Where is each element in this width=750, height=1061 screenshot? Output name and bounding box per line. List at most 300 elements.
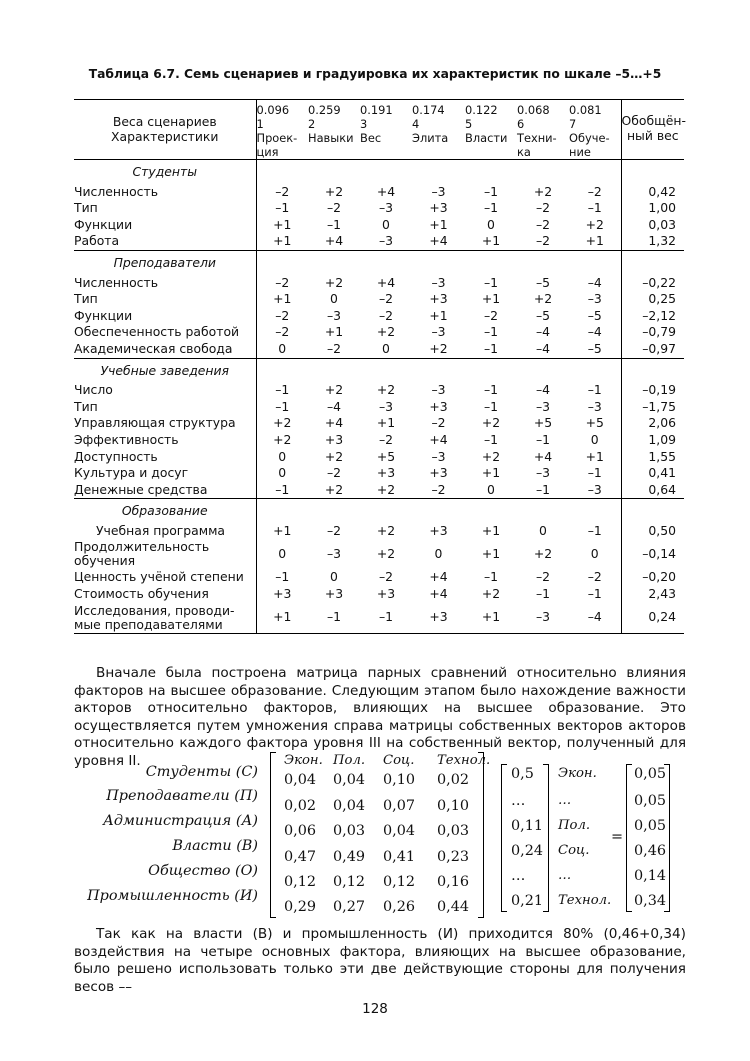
score-cell: +1 [481, 609, 501, 625]
weighted-cell: 1,09 [621, 432, 684, 449]
result-cell: 0,05 [634, 818, 667, 834]
scenario-name-cont: ка [517, 145, 531, 159]
section-header-row [74, 250, 684, 274]
score-cell: +3 [376, 465, 396, 481]
score-cell: +2 [376, 324, 396, 340]
empty-cell [621, 358, 684, 382]
vector-cell: … [511, 793, 526, 809]
scenario-header [517, 100, 569, 160]
score-cell: +2 [533, 183, 553, 199]
empty-cell [569, 250, 621, 274]
weighted-cell: 0,50 [621, 523, 684, 540]
vector-cell: 0,5 [511, 766, 534, 782]
section-header-row [74, 499, 684, 523]
row-label: Тип [74, 200, 98, 216]
score-cell: +1 [376, 415, 396, 431]
score-cell: +3 [429, 200, 448, 216]
table-row [74, 569, 684, 586]
score-cell: –1 [483, 431, 499, 447]
score-cell: +1 [256, 603, 308, 634]
empty-cell [256, 499, 308, 523]
score-cell: +3 [376, 586, 396, 602]
empty-cell [465, 499, 517, 523]
score-cell: +4 [324, 233, 344, 249]
score-cell: –1 [483, 200, 499, 216]
score-cell: +2 [533, 546, 553, 562]
row-label: Работа [74, 233, 120, 249]
score-cell: +1 [256, 291, 308, 308]
matrix-row-label: Промышленность (И) [87, 888, 258, 904]
row-label: Продолжительность обучения [74, 539, 210, 569]
weighted-cell: 2,06 [621, 415, 684, 432]
score-cell: +2 [481, 586, 501, 602]
score-cell: +3 [429, 609, 448, 625]
row-label: Число [74, 382, 113, 398]
empty-cell [465, 250, 517, 274]
score-cell: +1 [481, 546, 501, 562]
scenario-name-cont: ние [569, 145, 591, 159]
score-cell: +1 [429, 307, 448, 323]
score-cell: –1 [483, 340, 499, 356]
scenario-number: 5 [465, 117, 473, 131]
matrix-cell: 0,16 [437, 874, 470, 890]
row-label: Тип [74, 291, 98, 307]
score-cell: –1 [326, 216, 342, 232]
section-header-row [74, 358, 684, 382]
matrix-cell: 0,44 [437, 899, 470, 915]
weighted-cell: –0,79 [621, 324, 684, 341]
scenario-header [256, 100, 308, 160]
score-cell: –1 [483, 274, 499, 290]
score-cell: –3 [378, 233, 394, 249]
matrix-cell: 0,04 [333, 772, 366, 788]
score-cell: +5 [585, 415, 604, 431]
score-cell: +4 [376, 274, 396, 290]
score-cell: +1 [324, 324, 344, 340]
score-cell: –5 [535, 274, 551, 290]
score-cell: +4 [533, 448, 553, 464]
empty-cell [412, 358, 465, 382]
table-row [74, 465, 684, 482]
score-cell: –3 [431, 448, 446, 464]
section-header-row [74, 160, 684, 184]
header-characteristics-label: Характеристики [111, 129, 219, 144]
row-label: Культура и досуг [74, 465, 189, 481]
row-label: Управляющая структура [74, 415, 236, 431]
matrix-cell: 0,12 [383, 874, 416, 890]
score-cell: 0 [256, 539, 308, 569]
table-row [74, 184, 684, 201]
score-cell: +4 [376, 183, 396, 199]
empty-cell [517, 250, 569, 274]
score-cell: –1 [587, 465, 602, 481]
score-cell: 0 [256, 449, 308, 466]
scenario-header [465, 100, 517, 160]
score-cell: –2 [535, 569, 551, 585]
scenario-weight: 0.174 [412, 103, 445, 117]
score-cell: –2 [256, 184, 308, 201]
score-cell: –1 [256, 382, 308, 399]
score-cell: –3 [431, 183, 446, 199]
empty-cell [569, 160, 621, 184]
matrix-cell: 0,03 [333, 823, 366, 839]
score-cell: +2 [324, 481, 344, 497]
score-cell: –2 [483, 307, 499, 323]
table-row [74, 341, 684, 358]
empty-cell [465, 358, 517, 382]
matrix-cell: 0,26 [383, 899, 416, 915]
score-cell: +1 [481, 465, 501, 481]
scenario-weight: 0.122 [465, 103, 498, 117]
score-cell: –2 [535, 200, 551, 216]
score-cell: –1 [256, 200, 308, 217]
score-cell: +2 [376, 481, 396, 497]
score-cell: +3 [324, 431, 344, 447]
score-cell: +5 [533, 415, 553, 431]
header-weighted-line2: ный вес [626, 128, 679, 143]
score-cell: 0 [330, 569, 338, 585]
empty-cell [360, 160, 412, 184]
score-cell: 0 [487, 216, 495, 232]
score-cell: –2 [326, 465, 342, 481]
scenario-number: 4 [412, 117, 420, 131]
scenario-number: 7 [569, 117, 577, 131]
scenario-name: Вес [360, 131, 382, 145]
score-cell: +1 [585, 448, 604, 464]
score-cell: +2 [533, 291, 553, 307]
matrix-cell: 0,12 [284, 874, 317, 890]
table-caption: Таблица 6.7. Семь сценариев и градуировка их характеристик по шкале –5…+5 [88, 67, 662, 81]
empty-cell [308, 499, 360, 523]
scenario-number: 6 [517, 117, 525, 131]
matrix-cell: 0,04 [333, 798, 366, 814]
score-cell: –3 [378, 398, 394, 414]
score-cell: +2 [324, 183, 344, 199]
score-cell: –4 [587, 274, 602, 290]
matrix-column-header: Соц. [383, 753, 415, 768]
table-row [74, 291, 684, 308]
header-weights-label: Веса сценариев [112, 114, 217, 129]
table-row [74, 539, 684, 569]
score-cell: –3 [587, 398, 602, 414]
score-cell: +2 [376, 546, 396, 562]
score-cell: 0 [330, 291, 338, 307]
score-cell: –2 [587, 569, 602, 585]
score-cell: +4 [429, 431, 448, 447]
scenario-name: Обуче- [569, 131, 610, 145]
weighted-cell: 0,64 [621, 482, 684, 499]
header-weighted-cell [621, 100, 684, 160]
matrix-row-label: Студенты (С) [145, 764, 258, 780]
score-cell: –3 [587, 481, 602, 497]
vector-label: Соц. [558, 843, 590, 858]
score-cell: 0 [590, 431, 599, 447]
vector-cell: … [511, 868, 526, 884]
vector-label: Экон. [558, 766, 597, 781]
empty-cell [621, 160, 684, 184]
matrix-right-bracket [478, 752, 484, 918]
matrix-cell: 0,12 [333, 874, 366, 890]
score-cell: –5 [535, 307, 551, 323]
matrix-row-label: Преподаватели (П) [106, 788, 258, 804]
score-cell: –2 [256, 324, 308, 341]
table-row [74, 324, 684, 341]
matrix-column-header: Экон. [284, 753, 323, 768]
score-cell: +3 [429, 465, 448, 481]
weighted-cell: 1,00 [621, 200, 684, 217]
empty-cell [412, 250, 465, 274]
weighted-cell: 0,42 [621, 184, 684, 201]
table-row [74, 233, 684, 250]
paragraph-matrix-intro: Вначале была построена матрица парных сравнений относительно влияния факторов на высшее образование. Следующим этапом было нахождение важности акторов относительно факторов, влияющих на высшее образование. Это осуществляется путем умножения справа матрицы собственных векторов акторов относительно каждого фактора уровня III на собственный вектор, полученный для уровня II. [74, 665, 686, 769]
score-cell: +2 [256, 415, 308, 432]
matrix-cell: 0,10 [437, 798, 470, 814]
score-cell: 0 [256, 465, 308, 482]
empty-cell [360, 358, 412, 382]
score-cell: –2 [378, 569, 394, 585]
table-row [74, 432, 684, 449]
empty-cell [360, 499, 412, 523]
score-cell: +1 [256, 217, 308, 234]
score-cell: –1 [483, 569, 499, 585]
score-cell: –2 [378, 307, 394, 323]
matrix-equation [0, 750, 750, 922]
matrix-left-bracket [270, 752, 276, 918]
score-cell: 0 [434, 546, 443, 562]
empty-cell [412, 160, 465, 184]
matrix-cell: 0,02 [284, 798, 317, 814]
row-label: Ценность учёной степени [74, 569, 244, 585]
matrix-cell: 0,23 [437, 849, 470, 865]
row-label: Исследования, проводи-мые преподавателями [74, 602, 235, 632]
matrix-row-label: Администрация (А) [102, 813, 258, 829]
table-row [74, 382, 684, 399]
score-cell: +2 [324, 274, 344, 290]
empty-cell [308, 250, 360, 274]
score-cell: –2 [326, 522, 342, 538]
score-cell: –1 [326, 609, 342, 625]
vector-cell: 0,21 [511, 893, 544, 909]
section-title: Студенты [132, 164, 197, 179]
score-cell: +1 [481, 291, 501, 307]
empty-cell [256, 160, 308, 184]
scenario-name-cont: ция [256, 145, 279, 159]
header-left-cell [74, 100, 256, 160]
row-label: Функции [74, 307, 133, 323]
header-weighted-line1: Обобщён- [621, 113, 686, 128]
table-header-row [74, 100, 684, 160]
weighted-cell: 0,41 [621, 465, 684, 482]
score-cell: –1 [483, 398, 499, 414]
score-cell: –3 [587, 291, 602, 307]
score-cell: +2 [429, 340, 448, 356]
score-cell: –3 [535, 398, 551, 414]
empty-cell [465, 160, 517, 184]
score-cell: –1 [483, 324, 499, 340]
table-row [74, 482, 684, 499]
row-label: Численность [74, 183, 159, 199]
matrix-cell: 0,07 [383, 798, 416, 814]
scenario-header [412, 100, 465, 160]
score-cell: +1 [429, 216, 448, 232]
scenario-weight: 0.068 [517, 103, 550, 117]
score-cell: +4 [429, 569, 448, 585]
matrix-cell: 0,49 [333, 849, 366, 865]
matrix-row-label: Общество (О) [148, 863, 258, 879]
score-cell: –1 [256, 399, 308, 416]
score-cell: +2 [376, 522, 396, 538]
table-row [74, 399, 684, 416]
scenario-weight: 0.081 [569, 103, 602, 117]
score-cell: +1 [481, 233, 501, 249]
score-cell: –3 [535, 609, 551, 625]
score-cell: –3 [431, 382, 446, 398]
row-label: Денежные средства [74, 481, 208, 497]
score-cell: –1 [587, 382, 602, 398]
vector-label: … [558, 868, 572, 883]
score-cell: +3 [324, 586, 344, 602]
matrix-column-header: Пол. [333, 753, 366, 768]
weighted-cell: –1,75 [621, 399, 684, 416]
score-cell: –2 [256, 275, 308, 292]
score-cell: +1 [256, 523, 308, 540]
score-cell: –5 [587, 340, 602, 356]
score-cell: +4 [429, 586, 448, 602]
score-cell: –2 [326, 200, 342, 216]
result-cell: 0,34 [634, 893, 667, 909]
score-cell: +3 [256, 586, 308, 603]
score-cell: +3 [429, 522, 448, 538]
vector-cell: 0,24 [511, 843, 544, 859]
score-cell: –3 [378, 200, 394, 216]
row-label: Численность [74, 274, 159, 290]
section-title: Учебные заведения [100, 362, 229, 378]
score-cell: +1 [481, 522, 501, 538]
scenario-name: Техни- [517, 131, 557, 145]
page-number: 128 [362, 1001, 388, 1017]
score-cell: –4 [587, 324, 602, 340]
table-row [74, 415, 684, 432]
score-cell: 0 [487, 481, 495, 497]
scenario-name: Власти [465, 131, 508, 145]
paragraph-conclusion: Так как на власти (В) и промышленность (И) приходится 80% (0,46+0,34) воздействия на четыре основных фактора, влияющих на высшее образование, было решено использовать только эти две действующие стороны для получения весов –– [74, 926, 686, 995]
score-cell: –3 [431, 274, 446, 290]
scenario-table [74, 99, 684, 634]
vector-label: Пол. [558, 818, 591, 833]
score-cell: –2 [431, 481, 446, 497]
result-cell: 0,46 [634, 843, 667, 859]
scenario-number: 2 [308, 117, 316, 131]
empty-cell [621, 499, 684, 523]
score-cell: +1 [256, 233, 308, 250]
vector-label: … [558, 793, 572, 808]
score-cell: +2 [481, 448, 501, 464]
row-label: Академическая свобода [74, 340, 233, 356]
table-row [74, 449, 684, 466]
score-cell: –3 [431, 324, 446, 340]
score-cell: –1 [483, 382, 499, 398]
score-cell: –2 [431, 415, 446, 431]
row-label: Обеспеченность работой [74, 324, 240, 340]
score-cell: –1 [256, 482, 308, 499]
score-cell: –1 [587, 522, 602, 538]
scenario-weight: 0.259 [308, 103, 341, 117]
matrix-cell: 0,06 [284, 823, 317, 839]
score-cell: –4 [535, 324, 551, 340]
result-cell: 0,05 [634, 766, 667, 782]
score-cell: +2 [324, 382, 344, 398]
table-row [74, 308, 684, 325]
score-cell: –1 [535, 431, 551, 447]
row-label: Тип [74, 398, 98, 414]
table-row [74, 217, 684, 234]
weighted-cell: –0,14 [621, 539, 684, 569]
scenario-name: Проек- [256, 131, 298, 145]
row-label: Стоимость обучения [74, 586, 209, 602]
score-cell: –4 [535, 340, 551, 356]
matrix-cell: 0,04 [284, 772, 317, 788]
score-cell: –2 [535, 233, 551, 249]
result-right-bracket [664, 764, 670, 912]
result-cell: 0,05 [634, 793, 667, 809]
weighted-cell: –0,20 [621, 569, 684, 586]
score-cell: +2 [585, 216, 604, 232]
empty-cell [517, 160, 569, 184]
score-cell: 0 [539, 522, 547, 538]
scenario-number: 1 [256, 117, 264, 131]
score-cell: –1 [378, 609, 394, 625]
weighted-cell: –0,22 [621, 275, 684, 292]
score-cell: –3 [326, 546, 342, 562]
score-cell: –1 [535, 481, 551, 497]
score-cell: 0 [382, 340, 390, 356]
weighted-cell: 0,25 [621, 291, 684, 308]
empty-cell [256, 250, 308, 274]
score-cell: –4 [326, 398, 342, 414]
score-cell: +2 [481, 415, 501, 431]
table-row [74, 275, 684, 292]
matrix-cell: 0,29 [284, 899, 317, 915]
score-cell: +5 [376, 448, 396, 464]
empty-cell [517, 358, 569, 382]
score-cell: +2 [376, 382, 396, 398]
score-cell: –1 [587, 586, 602, 602]
matrix-cell: 0,03 [437, 823, 470, 839]
score-cell: –1 [483, 183, 499, 199]
matrix-cell: 0,27 [333, 899, 366, 915]
matrix-cell: 0,02 [437, 772, 470, 788]
score-cell: –2 [326, 340, 342, 356]
weighted-cell: 1,55 [621, 449, 684, 466]
table-row [74, 586, 684, 603]
scenario-name: Навыки [308, 131, 354, 145]
score-cell: +2 [324, 448, 344, 464]
score-cell: 0 [382, 216, 390, 232]
row-label: Функции [74, 216, 133, 232]
result-cell: 0,14 [634, 868, 667, 884]
score-cell: –3 [535, 465, 551, 481]
empty-cell [308, 358, 360, 382]
score-cell: +2 [256, 432, 308, 449]
weighted-cell: –0,97 [621, 341, 684, 358]
table-row [74, 523, 684, 540]
weighted-cell: 0,03 [621, 217, 684, 234]
score-cell: –1 [256, 569, 308, 586]
row-label: Доступность [74, 448, 158, 464]
matrix-cell: 0,41 [383, 849, 416, 865]
result-left-bracket [626, 764, 632, 912]
scenario-header [569, 100, 621, 160]
